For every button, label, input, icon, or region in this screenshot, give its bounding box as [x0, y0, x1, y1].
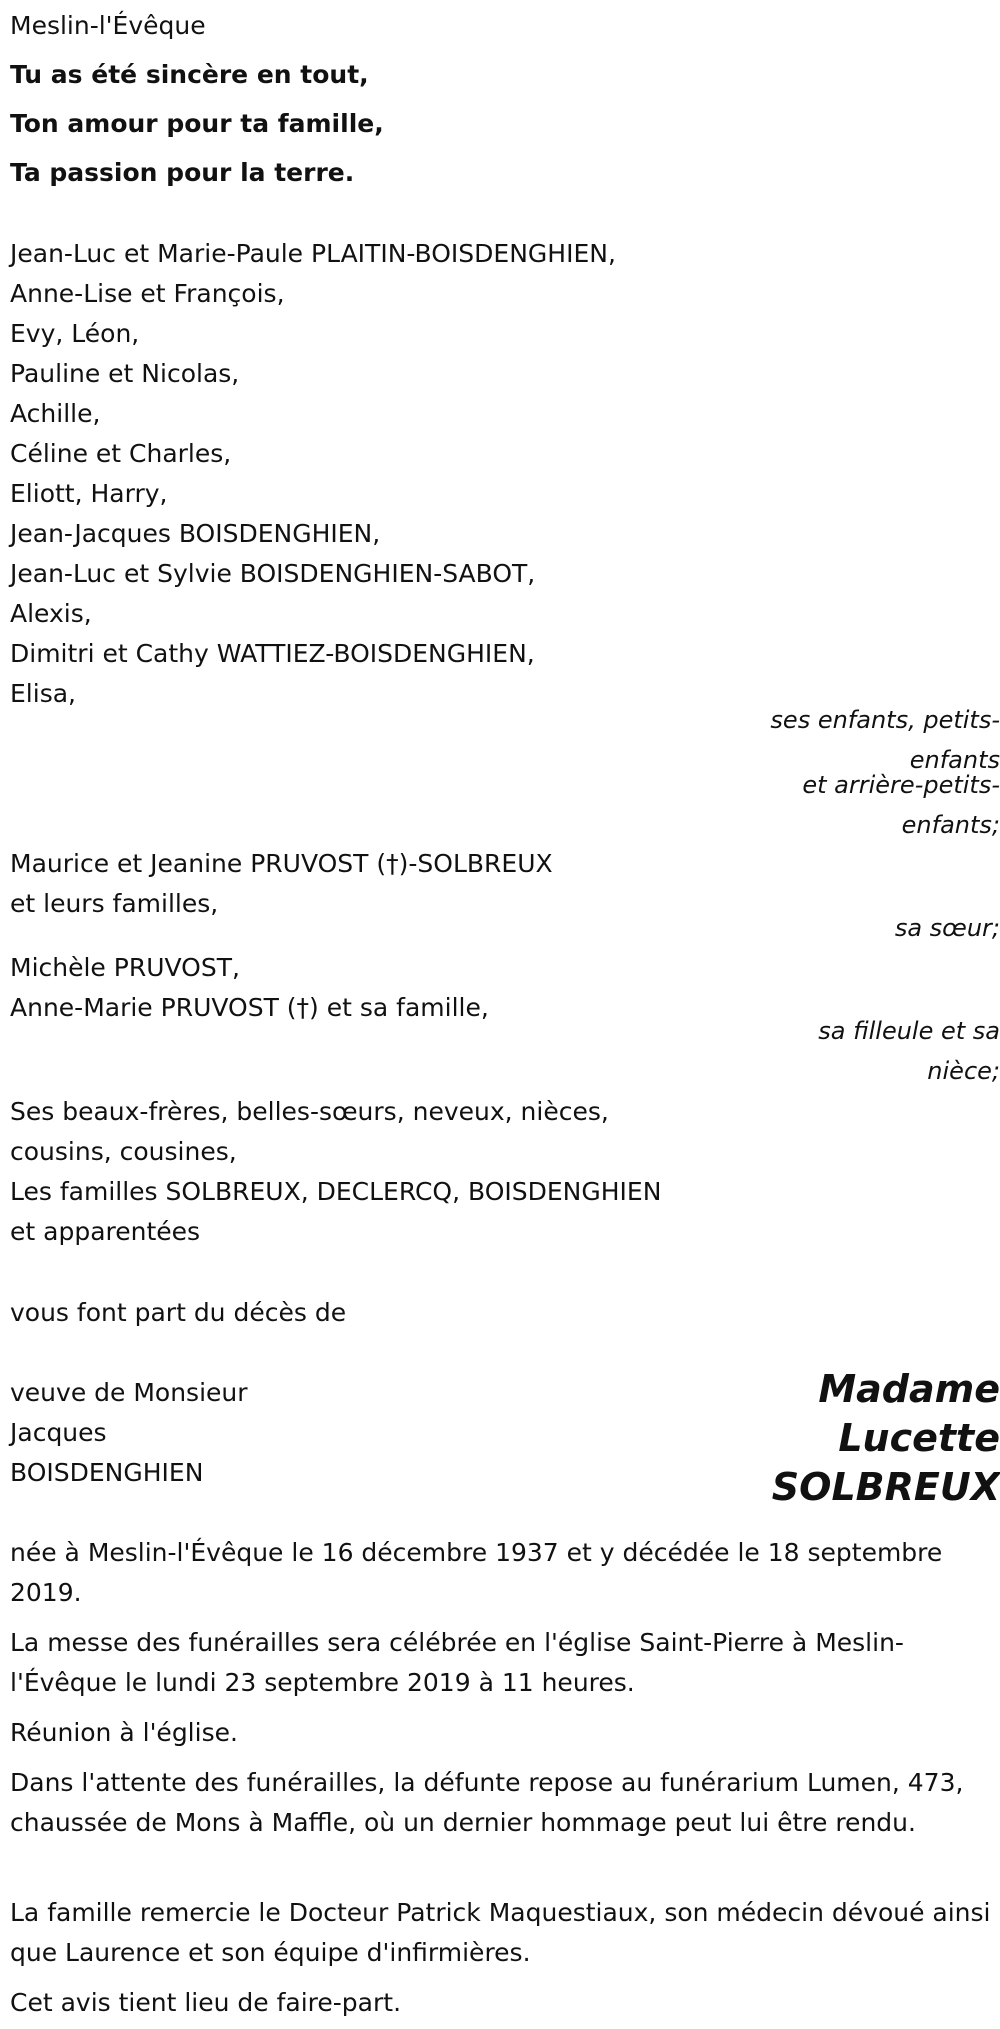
- deceased-lastname: SOLBREUX: [771, 1465, 1000, 1509]
- relation-label: et arrière-petits-: [802, 771, 1000, 799]
- family-member: Alexis,: [10, 599, 92, 628]
- family-member: Anne-Lise et François,: [10, 279, 285, 308]
- poem-line: Tu as été sincère en tout,: [10, 60, 369, 89]
- place-name: Meslin-l'Évêque: [10, 11, 206, 40]
- family-member: et leurs familles,: [10, 889, 219, 918]
- relation-label: nièce;: [927, 1057, 1000, 1085]
- family-member: Evy, Léon,: [10, 319, 140, 348]
- closing-paragraph: Cet avis tient lieu de faire-part.: [10, 1988, 402, 2017]
- family-member: Anne-Marie PRUVOST (†) et sa famille,: [10, 993, 489, 1022]
- relation-label: sa sœur;: [894, 914, 1000, 942]
- relation-label: enfants: [909, 746, 1000, 774]
- poem-line: Ton amour pour ta famille,: [10, 109, 384, 138]
- funeral-home-paragraph: Dans l'attente des funérailles, la défunte repose au funérarium Lumen, 473, chaussée de Mons à Maffle, où un dernier hommage peut lui être rendu.: [10, 1768, 964, 1837]
- family-member: Dimitri et Cathy WATTIEZ-BOISDENGHIEN,: [10, 639, 535, 668]
- family-member: Jean-Jacques BOISDENGHIEN,: [10, 519, 381, 548]
- relation-label: sa filleule et sa: [818, 1017, 1000, 1045]
- family-member: Michèle PRUVOST,: [10, 953, 240, 982]
- family-member: Pauline et Nicolas,: [10, 359, 240, 388]
- gathering-paragraph: Réunion à l'église.: [10, 1718, 238, 1747]
- announcement: vous font part du décès de: [10, 1298, 347, 1327]
- family-member: Maurice et Jeanine PRUVOST (†)-SOLBREUX: [10, 849, 553, 878]
- family-member: et apparentées: [10, 1217, 201, 1246]
- family-member: Achille,: [10, 399, 101, 428]
- family-member: Eliott, Harry,: [10, 479, 168, 508]
- deceased-name: [740, 1365, 1000, 1512]
- deceased-firstname: Lucette: [838, 1416, 1000, 1460]
- relation-label: enfants;: [901, 811, 1000, 839]
- family-member: Céline et Charles,: [10, 439, 232, 468]
- widow-line: veuve de Monsieur: [10, 1378, 248, 1407]
- family-member: Ses beaux-frères, belles-sœurs, neveux, nièces,: [10, 1097, 609, 1126]
- funeral-mass-paragraph: La messe des funérailles sera célébrée en l'église Saint-Pierre à Meslin-l'Évêque le lundi 23 septembre 2019 à 11 heures.: [10, 1628, 904, 1697]
- family-member: cousins, cousines,: [10, 1137, 237, 1166]
- widow-line: Jacques: [10, 1418, 107, 1447]
- family-member: Jean-Luc et Sylvie BOISDENGHIEN-SABOT,: [10, 559, 536, 588]
- deceased-title: Madame: [818, 1367, 1000, 1411]
- birth-death-paragraph: née à Meslin-l'Évêque le 16 décembre 1937 et y décédée le 18 septembre 2019.: [10, 1538, 943, 1607]
- family-member: Jean-Luc et Marie-Paule PLAITIN-BOISDENGHIEN,: [10, 239, 616, 268]
- family-member: Elisa,: [10, 679, 76, 708]
- family-member: Les familles SOLBREUX, DECLERCQ, BOISDENGHIEN: [10, 1177, 662, 1206]
- relation-label: ses enfants, petits-: [770, 706, 1000, 734]
- poem-line: Ta passion pour la terre.: [10, 158, 355, 187]
- widow-line: BOISDENGHIEN: [10, 1458, 204, 1487]
- thanks-paragraph: La famille remercie le Docteur Patrick Maquestiaux, son médecin dévoué ainsi que Laurence et son équipe d'infirmières.: [10, 1898, 991, 1967]
